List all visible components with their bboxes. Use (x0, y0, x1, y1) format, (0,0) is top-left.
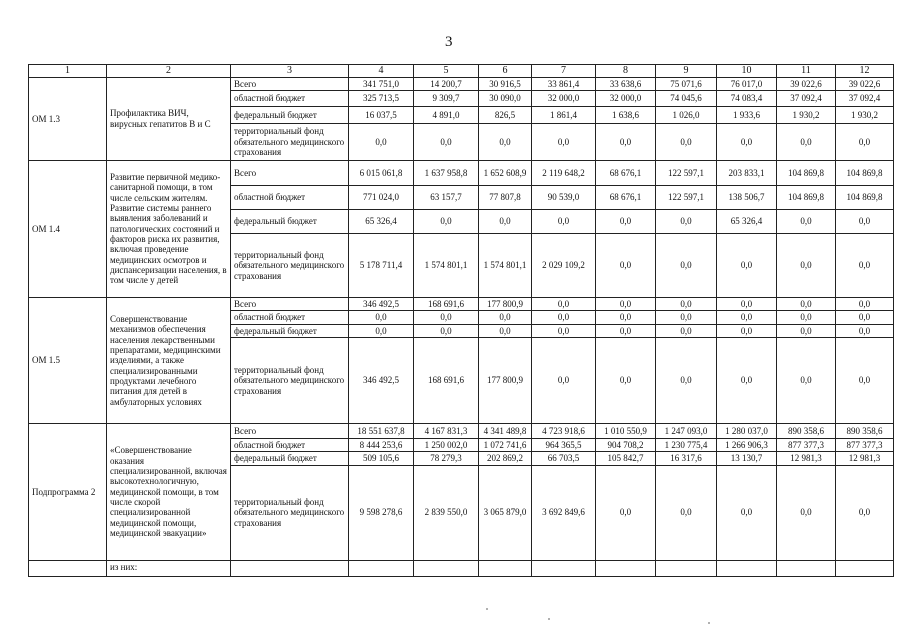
amount-cell: 9 598 278,6 (349, 465, 414, 560)
amount-cell: 0,0 (777, 233, 836, 297)
amount-cell: 2 839 550,0 (414, 465, 479, 560)
amount-cell: 0,0 (717, 465, 777, 560)
amount-cell: 0,0 (777, 465, 836, 560)
table-row (29, 77, 894, 90)
amount-cell: 4 341 489,8 (479, 423, 532, 438)
amount-cell: 1 250 002,0 (414, 438, 479, 451)
program-code: ОМ 1.5 (29, 297, 107, 423)
amount-cell: 1 574 801,1 (414, 233, 479, 297)
empty-cell (596, 560, 656, 576)
funding-source: федеральный бюджет (231, 324, 349, 337)
amount-cell: 12 981,3 (836, 452, 894, 465)
amount-cell: 65 326,4 (717, 209, 777, 233)
amount-cell: 1 652 608,9 (479, 160, 532, 185)
amount-cell: 0,0 (836, 324, 894, 337)
amount-cell: 0,0 (479, 123, 532, 160)
amount-cell: 104 869,8 (777, 185, 836, 209)
amount-cell: 168 691,6 (414, 337, 479, 423)
amount-cell: 4 891,0 (414, 106, 479, 123)
empty-cell (532, 560, 596, 576)
column-header: 4 (349, 65, 414, 78)
amount-cell: 1 026,0 (656, 106, 717, 123)
amount-cell: 904 708,2 (596, 438, 656, 451)
empty-cell (414, 560, 479, 576)
amount-cell: 74 083,4 (717, 90, 777, 106)
amount-cell: 4 723 918,6 (532, 423, 596, 438)
page-number: 3 (445, 34, 453, 50)
amount-cell: 0,0 (656, 233, 717, 297)
amount-cell: 32 000,0 (532, 90, 596, 106)
amount-cell: 75 071,6 (656, 77, 717, 90)
amount-cell: 168 691,6 (414, 297, 479, 310)
amount-cell: 32 000,0 (596, 90, 656, 106)
column-header: 7 (532, 65, 596, 78)
empty-cell (656, 560, 717, 576)
amount-cell: 0,0 (656, 297, 717, 310)
amount-cell: 325 713,5 (349, 90, 414, 106)
amount-cell: 0,0 (479, 311, 532, 324)
funding-source: Всего (231, 297, 349, 310)
amount-cell: 1 247 093,0 (656, 423, 717, 438)
amount-cell: 0,0 (777, 324, 836, 337)
amount-cell: 0,0 (596, 465, 656, 560)
program-name: Профилактика ВИЧ, вирусных гепатитов В и С (107, 77, 231, 160)
amount-cell: 0,0 (414, 209, 479, 233)
amount-cell: 0,0 (836, 209, 894, 233)
column-header: 11 (777, 65, 836, 78)
column-header: 1 (29, 65, 107, 78)
amount-cell: 0,0 (656, 123, 717, 160)
amount-cell: 0,0 (532, 297, 596, 310)
amount-cell: 104 869,8 (836, 160, 894, 185)
amount-cell: 890 358,6 (777, 423, 836, 438)
amount-cell: 0,0 (596, 324, 656, 337)
amount-cell: 177 800,9 (479, 337, 532, 423)
amount-cell: 33 638,6 (596, 77, 656, 90)
program-code: ОМ 1.3 (29, 77, 107, 160)
budget-table (28, 64, 894, 577)
amount-cell: 37 092,4 (836, 90, 894, 106)
amount-cell: 8 444 253,6 (349, 438, 414, 451)
amount-cell: 877 377,3 (777, 438, 836, 451)
funding-source: территориальный фонд обязательного медицинского страхования (231, 465, 349, 560)
amount-cell: 0,0 (836, 123, 894, 160)
amount-cell: 0,0 (777, 123, 836, 160)
amount-cell: 3 065 879,0 (479, 465, 532, 560)
amount-cell: 0,0 (349, 324, 414, 337)
amount-cell: 177 800,9 (479, 297, 532, 310)
amount-cell: 0,0 (596, 209, 656, 233)
amount-cell: 202 869,2 (479, 452, 532, 465)
header-row (29, 65, 894, 78)
table-row (29, 423, 894, 438)
column-header: 6 (479, 65, 532, 78)
amount-cell: 5 178 711,4 (349, 233, 414, 297)
amount-cell: 105 842,7 (596, 452, 656, 465)
funding-source: Всего (231, 77, 349, 90)
amount-cell: 3 692 849,6 (532, 465, 596, 560)
column-header: 8 (596, 65, 656, 78)
amount-cell: 90 539,0 (532, 185, 596, 209)
amount-cell: 203 833,1 (717, 160, 777, 185)
table-row (29, 297, 894, 310)
amount-cell: 771 024,0 (349, 185, 414, 209)
funding-source: Всего (231, 423, 349, 438)
column-header: 5 (414, 65, 479, 78)
program-code: Подпрограмма 2 (29, 423, 107, 560)
amount-cell: 30 090,0 (479, 90, 532, 106)
amount-cell: 16 037,5 (349, 106, 414, 123)
amount-cell: 1 230 775,4 (656, 438, 717, 451)
funding-source: федеральный бюджет (231, 209, 349, 233)
amount-cell: 0,0 (717, 324, 777, 337)
column-header: 2 (107, 65, 231, 78)
amount-cell: 0,0 (479, 209, 532, 233)
amount-cell: 0,0 (532, 209, 596, 233)
funding-source: областной бюджет (231, 311, 349, 324)
funding-source: областной бюджет (231, 185, 349, 209)
empty-cell (479, 560, 532, 576)
amount-cell: 39 022,6 (836, 77, 894, 90)
amount-cell: 0,0 (717, 311, 777, 324)
amount-cell: 1 574 801,1 (479, 233, 532, 297)
amount-cell: 6 015 061,8 (349, 160, 414, 185)
amount-cell: 1 933,6 (717, 106, 777, 123)
table-row (29, 160, 894, 185)
funding-source: территориальный фонд обязательного медицинского страхования (231, 337, 349, 423)
amount-cell: 0,0 (836, 337, 894, 423)
empty-cell (836, 560, 894, 576)
scan-speck (486, 608, 488, 610)
amount-cell: 77 807,8 (479, 185, 532, 209)
amount-cell: 9 309,7 (414, 90, 479, 106)
amount-cell: 0,0 (836, 233, 894, 297)
amount-cell: 0,0 (596, 337, 656, 423)
amount-cell: 341 751,0 (349, 77, 414, 90)
amount-cell: 66 703,5 (532, 452, 596, 465)
empty-cell (29, 560, 107, 576)
amount-cell: 78 279,3 (414, 452, 479, 465)
amount-cell: 13 130,7 (717, 452, 777, 465)
amount-cell: 0,0 (414, 311, 479, 324)
amount-cell: 346 492,5 (349, 297, 414, 310)
amount-cell: 0,0 (656, 337, 717, 423)
amount-cell: 0,0 (596, 233, 656, 297)
amount-cell: 138 506,7 (717, 185, 777, 209)
column-header: 10 (717, 65, 777, 78)
funding-source: федеральный бюджет (231, 106, 349, 123)
amount-cell: 104 869,8 (777, 160, 836, 185)
funding-source: территориальный фонд обязательного медицинского страхования (231, 233, 349, 297)
amount-cell: 890 358,6 (836, 423, 894, 438)
amount-cell: 1 010 550,9 (596, 423, 656, 438)
amount-cell: 1 638,6 (596, 106, 656, 123)
amount-cell: 0,0 (349, 311, 414, 324)
amount-cell: 509 105,6 (349, 452, 414, 465)
program-code: ОМ 1.4 (29, 160, 107, 297)
column-header: 9 (656, 65, 717, 78)
amount-cell: 33 861,4 (532, 77, 596, 90)
amount-cell: 37 092,4 (777, 90, 836, 106)
amount-cell: 826,5 (479, 106, 532, 123)
amount-cell: 68 676,1 (596, 160, 656, 185)
amount-cell: 18 551 637,8 (349, 423, 414, 438)
funding-source: областной бюджет (231, 90, 349, 106)
column-header: 3 (231, 65, 349, 78)
amount-cell: 0,0 (836, 297, 894, 310)
amount-cell: 0,0 (532, 324, 596, 337)
amount-cell: 63 157,7 (414, 185, 479, 209)
program-name: Развитие первичной медико-санитарной помощи, в том числе сельским жителям. Развитие системы раннего выявления заболеваний и патологических состояний и факторов риска их развития, включая проведение медицинских осмотров и диспансеризации населения, в том числе у детей (107, 160, 231, 297)
amount-cell: 122 597,1 (656, 185, 717, 209)
amount-cell: 0,0 (414, 123, 479, 160)
amount-cell: 0,0 (777, 209, 836, 233)
amount-cell: 0,0 (836, 465, 894, 560)
amount-cell: 0,0 (479, 324, 532, 337)
program-name: «Совершенствование оказания специализированной, включая высокотехнологичную, медицинской помощи, в том числе скорой специализированной медицинской помощи, медицинской эвакуации» (107, 423, 231, 560)
scan-speck (548, 618, 550, 620)
funding-source: Всего (231, 160, 349, 185)
amount-cell: 30 916,5 (479, 77, 532, 90)
amount-cell: 2 029 109,2 (532, 233, 596, 297)
amount-cell: 12 981,3 (777, 452, 836, 465)
amount-cell: 1 861,4 (532, 106, 596, 123)
amount-cell: 0,0 (656, 311, 717, 324)
amount-cell: 0,0 (777, 297, 836, 310)
table-body (29, 65, 894, 577)
funding-source: областной бюджет (231, 438, 349, 451)
amount-cell: 0,0 (532, 311, 596, 324)
table-row (29, 560, 894, 576)
amount-cell: 1 266 906,3 (717, 438, 777, 451)
amount-cell: 0,0 (717, 233, 777, 297)
column-header: 12 (836, 65, 894, 78)
empty-cell (231, 560, 349, 576)
amount-cell: 0,0 (532, 123, 596, 160)
subtotal-label: из них: (107, 560, 231, 576)
program-name: Совершенствование механизмов обеспечения населения лекарственными препаратами, медицинскими изделиями, а также специализированными продуктами лечебного питания для детей в амбулаторных условиях (107, 297, 231, 423)
amount-cell: 0,0 (777, 311, 836, 324)
amount-cell: 0,0 (349, 123, 414, 160)
empty-cell (777, 560, 836, 576)
amount-cell: 76 017,0 (717, 77, 777, 90)
amount-cell: 964 365,5 (532, 438, 596, 451)
amount-cell: 0,0 (777, 337, 836, 423)
amount-cell: 0,0 (596, 311, 656, 324)
amount-cell: 1 280 037,0 (717, 423, 777, 438)
scan-speck (708, 622, 710, 624)
amount-cell: 68 676,1 (596, 185, 656, 209)
empty-cell (349, 560, 414, 576)
amount-cell: 0,0 (656, 465, 717, 560)
amount-cell: 122 597,1 (656, 160, 717, 185)
amount-cell: 65 326,4 (349, 209, 414, 233)
funding-source: территориальный фонд обязательного медицинского страхования (231, 123, 349, 160)
amount-cell: 39 022,6 (777, 77, 836, 90)
amount-cell: 1 930,2 (836, 106, 894, 123)
amount-cell: 0,0 (596, 297, 656, 310)
amount-cell: 0,0 (717, 123, 777, 160)
amount-cell: 74 045,6 (656, 90, 717, 106)
amount-cell: 0,0 (717, 297, 777, 310)
amount-cell: 2 119 648,2 (532, 160, 596, 185)
amount-cell: 0,0 (414, 324, 479, 337)
amount-cell: 1 072 741,6 (479, 438, 532, 451)
empty-cell (717, 560, 777, 576)
amount-cell: 0,0 (836, 311, 894, 324)
amount-cell: 346 492,5 (349, 337, 414, 423)
amount-cell: 0,0 (656, 209, 717, 233)
amount-cell: 16 317,6 (656, 452, 717, 465)
amount-cell: 0,0 (596, 123, 656, 160)
amount-cell: 877 377,3 (836, 438, 894, 451)
amount-cell: 0,0 (717, 337, 777, 423)
amount-cell: 0,0 (656, 324, 717, 337)
amount-cell: 104 869,8 (836, 185, 894, 209)
amount-cell: 14 200,7 (414, 77, 479, 90)
amount-cell: 1 637 958,8 (414, 160, 479, 185)
amount-cell: 4 167 831,3 (414, 423, 479, 438)
amount-cell: 1 930,2 (777, 106, 836, 123)
funding-source: федеральный бюджет (231, 452, 349, 465)
amount-cell: 0,0 (532, 337, 596, 423)
